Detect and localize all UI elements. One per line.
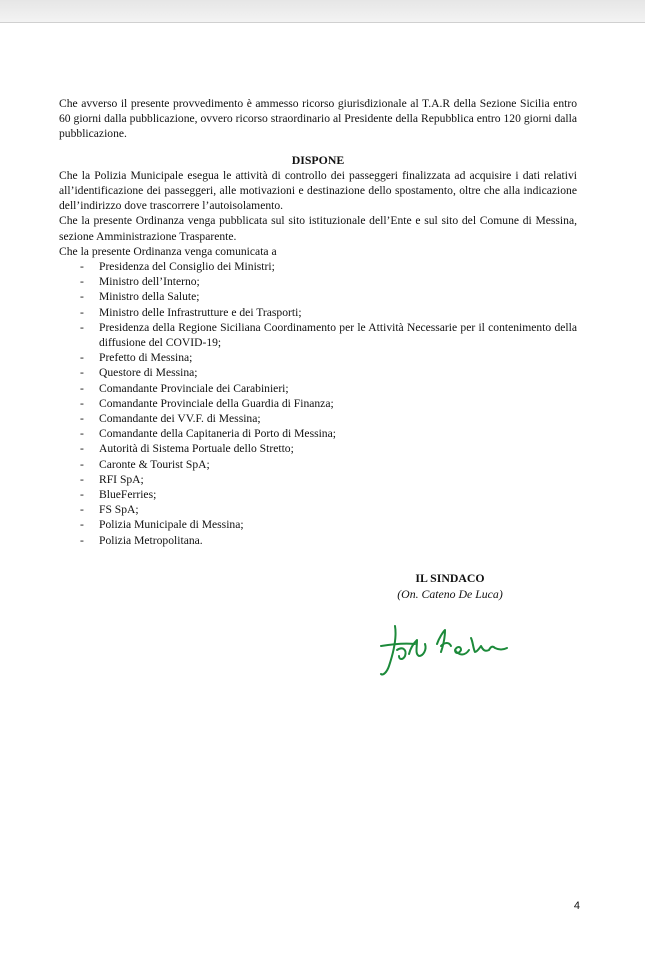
list-dash: - — [80, 533, 84, 547]
recipient-text: FS SpA; — [99, 503, 139, 517]
recipient-item — [59, 441, 577, 456]
recipient-text: Presidenza della Regione Siciliana Coordinamento per le Attività Necessarie per il contenimento della diffusione del COVID-19; — [99, 320, 577, 350]
list-dash: - — [80, 457, 84, 471]
recipient-item — [59, 517, 577, 532]
document-page — [59, 96, 577, 548]
recipient-text: BlueFerries; — [99, 488, 157, 502]
handwritten-signature — [375, 616, 515, 682]
list-dash: - — [80, 412, 84, 426]
page-number: 4 — [573, 900, 580, 912]
paragraph-ricorso: Che avverso il presente provvedimento è ammesso ricorso giurisdizionale al T.A.R della Sezione Sicilia entro 60 giorni dalla pubblicazione, ovvero ricorso straordinario al Presidente della Repubblica entro 120 giorni dalla pubblicazione. — [59, 97, 577, 141]
recipient-text: Questore di Messina; — [99, 366, 198, 380]
sign-title: IL SINDACO — [415, 571, 485, 585]
list-dash: - — [80, 472, 84, 486]
recipient-text: Ministro dell’Interno; — [99, 275, 200, 289]
list-dash: - — [80, 503, 84, 517]
list-dash: - — [80, 275, 84, 289]
list-dash: - — [80, 381, 84, 395]
recipient-item — [59, 305, 577, 320]
list-dash: - — [80, 488, 84, 502]
recipient-text: Comandante Provinciale della Guardia di Finanza; — [99, 396, 334, 410]
list-dash: - — [80, 351, 84, 365]
recipient-item — [59, 350, 577, 365]
list-dash: - — [80, 518, 84, 532]
recipient-item — [59, 274, 577, 289]
recipient-item — [59, 472, 577, 487]
recipient-item — [59, 533, 577, 548]
recipient-item — [59, 487, 577, 502]
recipient-text: Polizia Municipale di Messina; — [99, 518, 244, 532]
recipient-text: Comandante Provinciale dei Carabinieri; — [99, 381, 289, 395]
list-dash: - — [80, 320, 84, 334]
recipient-item — [59, 320, 577, 350]
recipient-text: Ministro delle Infrastrutture e dei Trasporti; — [99, 305, 302, 319]
recipient-text: Autorità di Sistema Portuale dello Stretto; — [99, 442, 294, 456]
list-dash: - — [80, 260, 84, 274]
recipient-item — [59, 502, 577, 517]
list-dash: - — [80, 427, 84, 441]
recipient-item — [59, 457, 577, 472]
recipient-text: RFI SpA; — [99, 472, 144, 486]
recipients-list — [59, 259, 577, 548]
list-dash: - — [80, 366, 84, 380]
signature-block — [380, 571, 520, 602]
recipient-text: Ministro della Salute; — [99, 290, 200, 304]
viewer-top-bar — [0, 0, 645, 23]
list-dash: - — [80, 396, 84, 410]
recipient-item — [59, 289, 577, 304]
paragraph-polizia: Che la Polizia Municipale esegua le attività di controllo dei passeggeri finalizzata ad acquisire i dati relativi all’identificazione dei passeggeri, alle motivazioni e destinazione dello spostamento, oltre che alla indicazione dell’indirizzo dove trascorrere l’autoisolamento. — [59, 168, 577, 213]
paragraph-pubblicata: Che la presente Ordinanza venga pubblicata sul sito istituzionale dell’Ente e sul sito del Comune di Messina, sezione Amministrazione Trasparente. — [59, 214, 577, 243]
paragraph-comunicata: Che la presente Ordinanza venga comunicata a — [59, 244, 277, 258]
recipient-item — [59, 381, 577, 396]
recipient-item — [59, 426, 577, 441]
recipient-text: Polizia Metropolitana. — [99, 533, 203, 547]
recipient-item — [59, 411, 577, 426]
heading-dispone: DISPONE — [291, 152, 345, 167]
recipient-item — [59, 396, 577, 411]
recipient-text: Caronte & Tourist SpA; — [99, 457, 210, 471]
recipient-text: Comandante della Capitaneria di Porto di Messina; — [99, 427, 336, 441]
sign-name: (On. Cateno De Luca) — [397, 586, 503, 601]
recipient-item — [59, 259, 577, 274]
recipient-item — [59, 365, 577, 380]
list-dash: - — [80, 290, 84, 304]
recipient-text: Presidenza del Consiglio dei Ministri; — [99, 260, 275, 274]
recipient-text: Comandante dei VV.F. di Messina; — [99, 412, 261, 426]
list-dash: - — [80, 305, 84, 319]
recipient-text: Prefetto di Messina; — [99, 351, 193, 365]
list-dash: - — [80, 442, 84, 456]
